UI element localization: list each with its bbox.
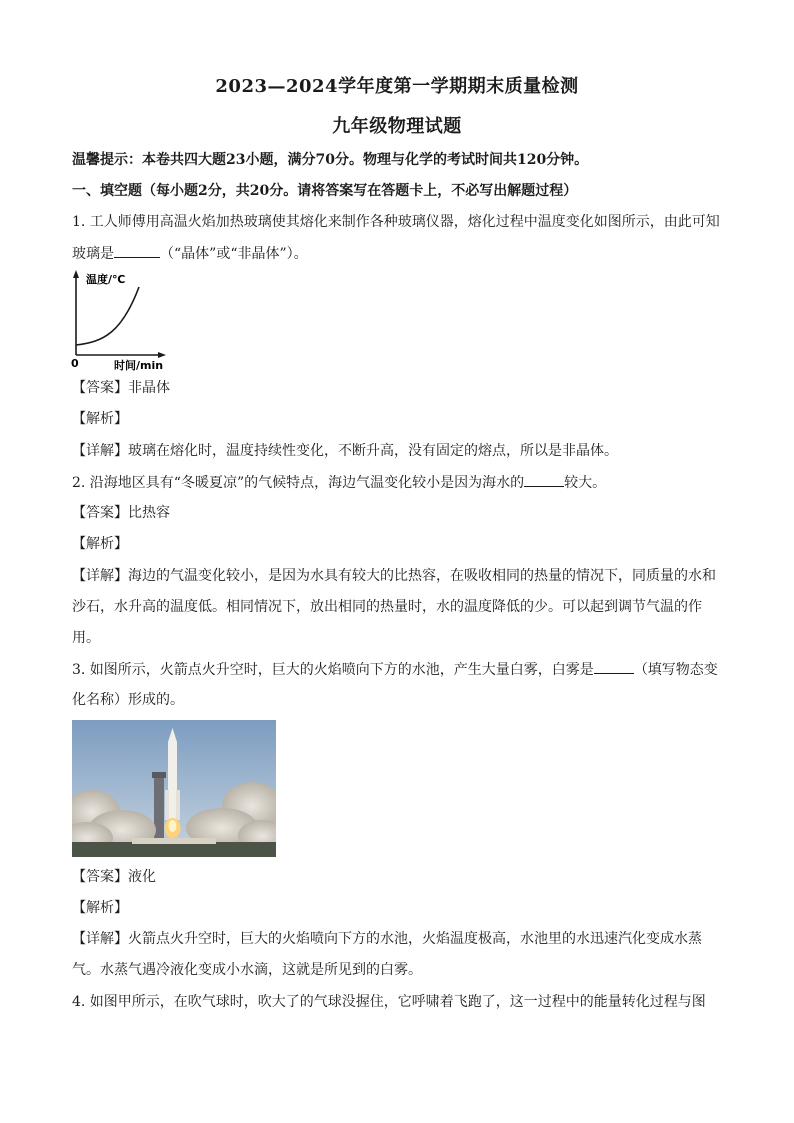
graph-ylabel: 温度/℃ [86,273,126,286]
q1-detail-line [72,441,722,461]
q3-text-line2: 化名称）形成的。 [72,692,184,708]
answer-tag: 【答案】 [72,380,128,396]
detail-tag: 【详解】 [72,443,128,459]
q2-answer-blank [524,472,564,487]
answer-tag: 【答案】 [72,869,128,885]
q1-answer-blank [114,243,160,258]
q2-detail-line1 [72,566,722,586]
q3-text-suffix: （填写物态变 [633,662,718,678]
q3-detail-1: 火箭点火升空时，巨大的火焰喷向下方的水池，火焰温度极高，水池里的水迅速汽化变成水蒸 [128,931,702,947]
detail-tag: 【详解】 [72,931,128,947]
detail-tag: 【详解】 [72,568,128,584]
exam-title: 2023—2024学年度第一学期期末质量检测 [215,76,579,97]
q3-answer-line [72,867,722,887]
x-axis-arrow [158,352,166,358]
notice-text: 温馨提示：本卷共四大题23小题，满分70分。物理与化学的考试时间共120分钟。 [72,152,589,168]
q2-analysis-tag: 【解析】 [72,536,128,552]
q1-answer: 非晶体 [128,380,170,396]
temperature-time-graph [64,267,174,373]
q3-answer-blank [594,659,634,674]
y-axis-arrow [73,270,79,278]
q3-detail-line2: 气。水蒸气遇冷液化变成小水滴，这就是所见到的白雾。 [72,962,422,978]
q2-detail-line3: 用。 [72,630,100,646]
graph-xlabel: 时间/min [114,359,164,372]
q1-text-prefix: 玻璃是 [72,246,114,262]
temperature-curve [76,287,139,345]
graph-origin: 0 [71,357,79,370]
section-heading: 一、填空题（每小题2分，共20分。请将答案写在答题卡上，不必写出解题过程） [72,183,578,199]
rocket-launch-photo [72,720,276,857]
q2-detail-1: 海边的气温变化较小，是因为水具有较大的比热容，在吸收相同的热量的情况下，同质量的水和 [128,568,716,584]
q1-answer-line [72,378,722,398]
q3-analysis-tag: 【解析】 [72,900,128,916]
q1-detail: 玻璃在熔化时，温度持续性变化，不断升高，没有固定的熔点，所以是非晶体。 [128,443,618,459]
answer-tag: 【答案】 [72,505,128,521]
q1-text-suffix: （“晶体”或“非晶体”）。 [160,246,308,262]
q3-text-prefix: 3. 如图所示，火箭点火升空时，巨大的火焰喷向下方的水池，产生大量白雾，白雾是 [72,662,594,678]
q2-text-prefix: 2. 沿海地区具有“冬暖夏凉”的气候特点，海边气温变化较小是因为海水的 [72,475,525,491]
q1-text-line2 [72,243,722,264]
q3-text-line1 [72,659,722,680]
q2-detail-line2: 沙石，水升高的温度低。相同情况下，放出相同的热量时，水的温度降低的少。可以起到调节气温的作 [72,599,702,615]
q4-text-line1: 4. 如图甲所示，在吹气球时，吹大了的气球没握住，它呼啸着飞跑了，这一过程中的能量转化过程与图 [72,994,706,1010]
q1-analysis-tag: 【解析】 [72,411,128,427]
q1-text-line1: 1. 工人师傅用高温火焰加热玻璃使其熔化来制作各种玻璃仪器，熔化过程中温度变化如图所示，由此可知 [72,214,720,230]
q3-answer: 液化 [128,869,156,885]
q2-answer-line [72,503,722,523]
exam-subtitle: 九年级物理试题 [332,116,462,137]
q2-text-line1 [72,472,722,493]
q2-answer: 比热容 [128,505,170,521]
q3-detail-line1 [72,929,722,949]
q2-text-suffix: 较大。 [564,475,607,491]
